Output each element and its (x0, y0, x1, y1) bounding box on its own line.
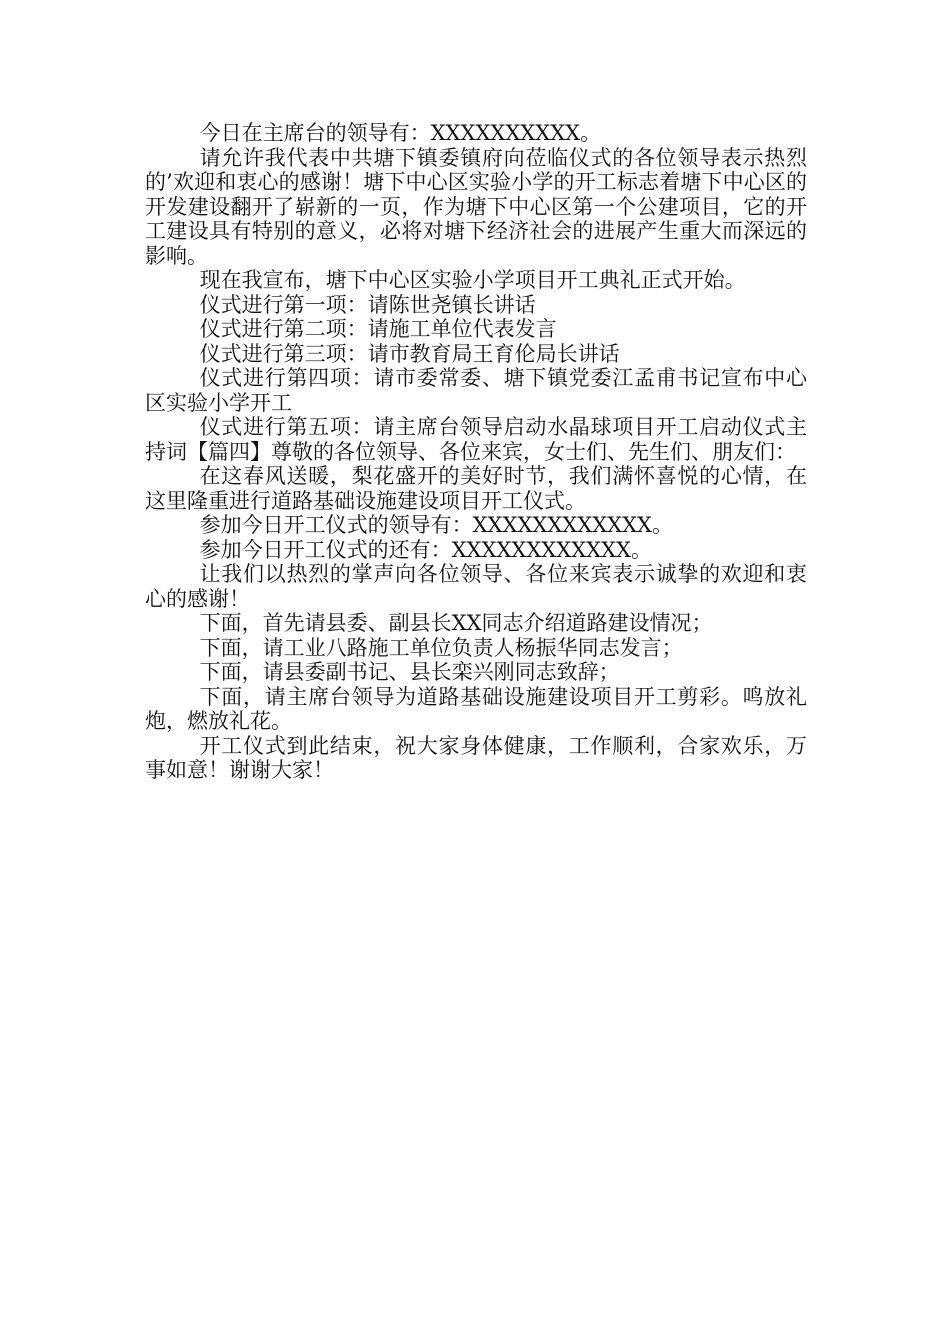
paragraph: 下面，首先请县委、副县长XX同志介绍道路建设情况； (199, 611, 713, 635)
paragraph: 下面，请工业八路施工单位负责人杨振华同志发言； (199, 635, 683, 660)
paragraph: 参加今日开工仪式的还有：XXXXXXXXXXXX。 (199, 537, 652, 562)
paragraph: 现在我宣布，塘下中心区实验小学项目开工典礼正式开始。 (199, 268, 746, 292)
paragraph: 让我们以热烈的掌声向各位领导、各位来宾表示诚挚的欢迎和衷心的感谢！ (145, 562, 807, 611)
paragraph: 仪式进行第一项：请陈世尧镇长讲话 (199, 292, 536, 317)
paragraph: 仪式进行第四项：请市委常委、塘下镇党委江孟甫书记宣布中心区实验小学开工 (145, 366, 807, 415)
paragraph: 下面，请县委副书记、县长栾兴刚同志致辞； (199, 660, 620, 684)
document-body (145, 121, 807, 783)
paragraph: 参加今日开工仪式的领导有：XXXXXXXXXXXX。 (199, 513, 673, 537)
paragraph: 在这春风送暖，梨花盛开的美好时节，我们满怀喜悦的心情，在这里隆重进行道路基础设施建设项目开工仪式。 (145, 464, 807, 513)
paragraph: 今日在主席台的领导有：XXXXXXXXXX。 (199, 121, 602, 145)
paragraph: 请允许我代表中共塘下镇委镇府向莅临仪式的各位领导表示热烈的’欢迎和衷心的感谢！塘下中心区实验小学的开工标志着塘下中心区的开发建设翻开了崭新的一页，作为塘下中心区第一个公建项目，它的开工建设具有特别的意义，必将对塘下经济社会的进展产生重大而深远的影响。 (145, 145, 807, 268)
paragraph: 仪式进行第三项：请市教育局王育伦局长讲话 (199, 341, 620, 366)
paragraph: 仪式进行第五项：请主席台领导启动水晶球项目开工启动仪式主持词【篇四】尊敬的各位领导、各位来宾，女士们、先生们、朋友们： (145, 415, 807, 464)
paragraph: 开工仪式到此结束，祝大家身体健康，工作顺利，合家欢乐，万事如意！谢谢大家！ (145, 733, 807, 782)
paragraph: 下面，请主席台领导为道路基础设施建设项目开工剪彩。鸣放礼炮，燃放礼花。 (145, 684, 807, 733)
paragraph: 仪式进行第二项：请施工单位代表发言 (199, 317, 557, 341)
